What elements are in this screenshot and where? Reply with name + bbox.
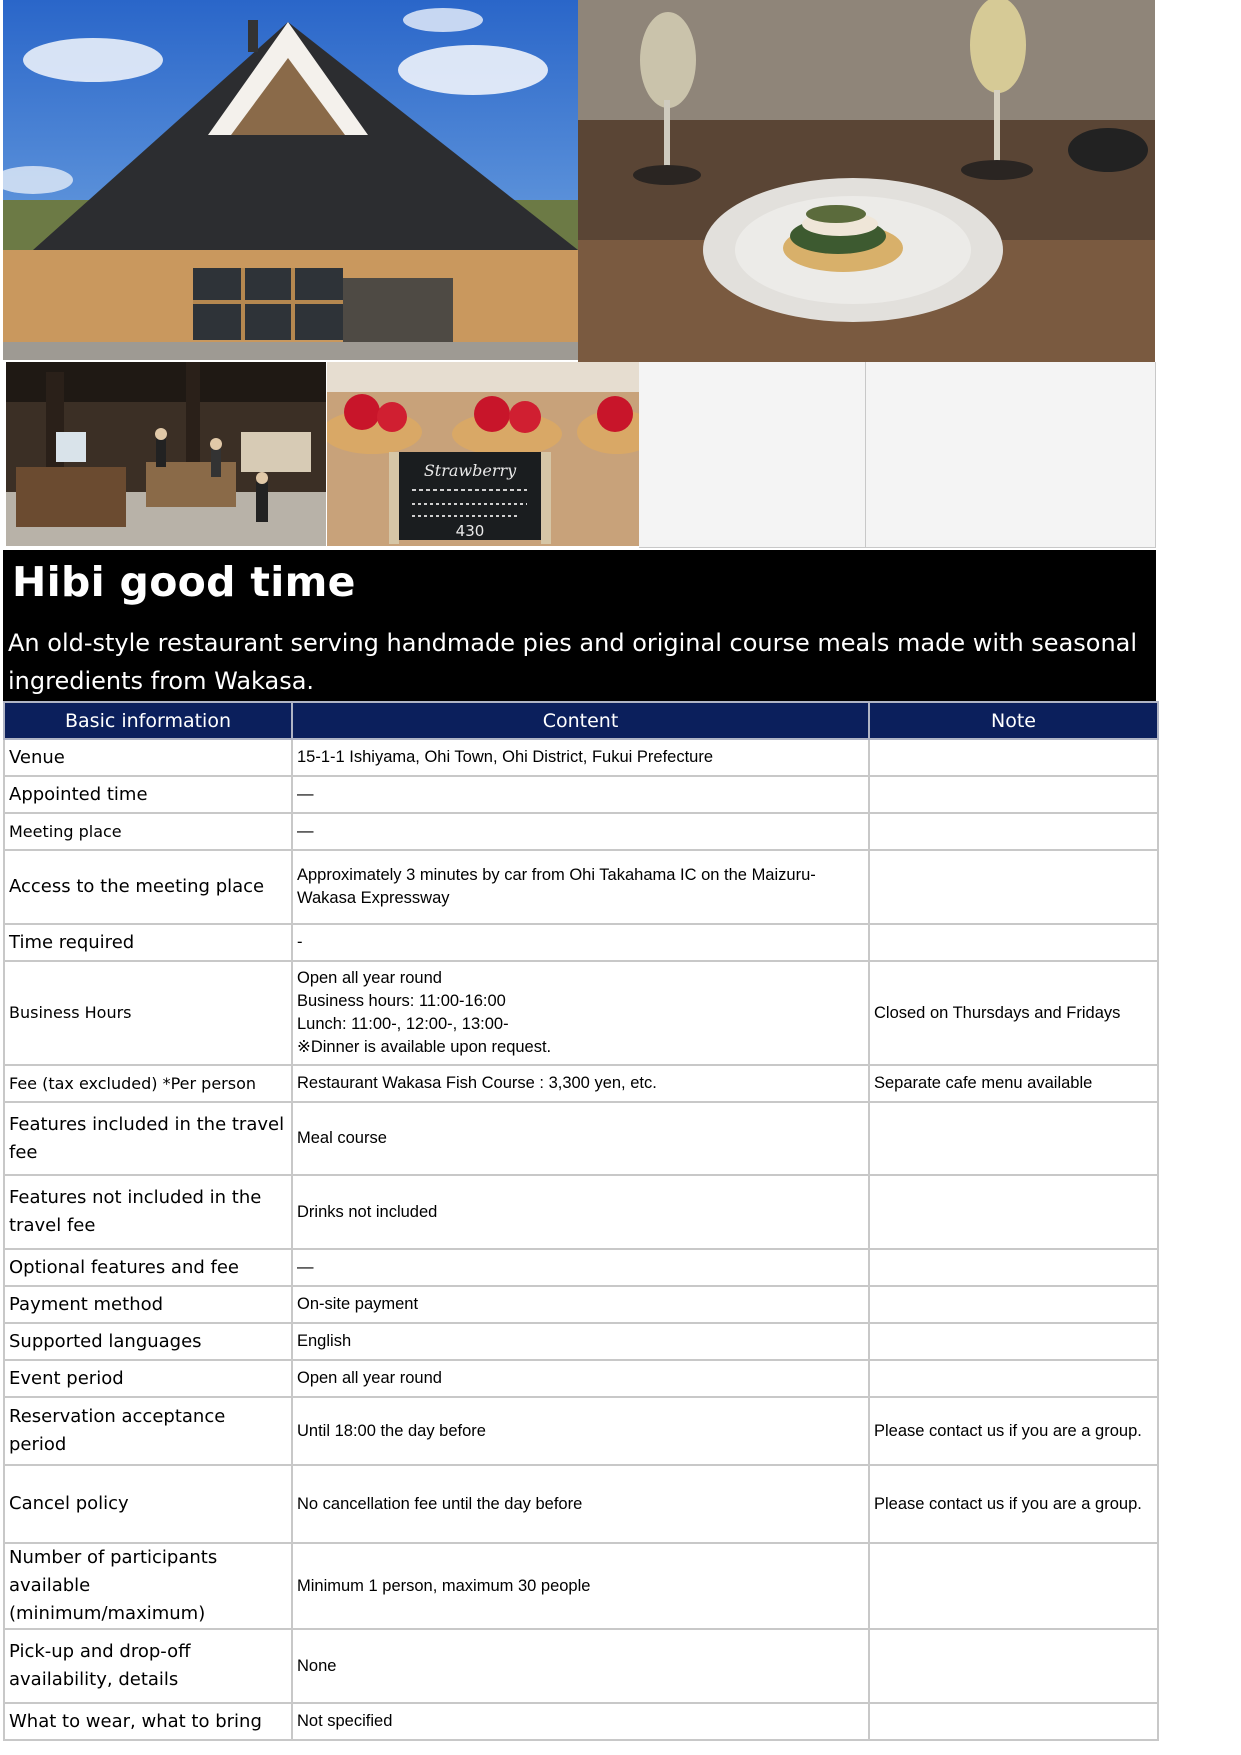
table-row (4, 850, 1158, 924)
content-line: Meal course (297, 1129, 387, 1147)
content-line: Until 18:00 the day before (297, 1421, 486, 1440)
table-row (4, 1065, 1158, 1102)
content-line: — (297, 1258, 314, 1276)
content-line: Business hours: 11:00-16:00 (297, 992, 506, 1010)
row-note (869, 1323, 1158, 1360)
row-content (292, 1465, 869, 1543)
column-header: Content (292, 702, 869, 739)
table-row (4, 1286, 1158, 1323)
row-note (869, 850, 1158, 924)
row-note (869, 1360, 1158, 1397)
table-row (4, 1703, 1158, 1740)
row-note: Closed on Thursdays and Fridays (869, 961, 1158, 1065)
page-title: Hibi good time (12, 558, 356, 606)
empty-photo-cell (639, 362, 866, 548)
row-note (869, 1249, 1158, 1286)
row-label: Reservation acceptance period (4, 1397, 292, 1465)
row-content (292, 813, 869, 850)
content-line: English (297, 1332, 352, 1350)
row-label: Number of participants available (minimum/maximum) (4, 1543, 292, 1629)
table-row (4, 739, 1158, 776)
row-content (292, 1360, 869, 1397)
row-label: Payment method (4, 1286, 292, 1323)
row-label: Features included in the travel fee (4, 1102, 292, 1175)
row-content (292, 776, 869, 813)
row-note (869, 1543, 1158, 1629)
row-label: What to wear, what to bring (4, 1703, 292, 1740)
content-line: Restaurant Wakasa Fish Course : 3,300 yen, etc. (297, 1074, 657, 1092)
content-line: ※Dinner is available upon request. (297, 1038, 552, 1056)
interior-photo (6, 362, 326, 546)
row-label: Appointed time (4, 776, 292, 813)
row-label: Cancel policy (4, 1465, 292, 1543)
row-note (869, 1102, 1158, 1175)
table-row (4, 1175, 1158, 1249)
content-line: Open all year round (297, 1369, 442, 1387)
dish-photo (578, 0, 1155, 363)
row-note (869, 813, 1158, 850)
row-label: Meeting place (4, 813, 292, 850)
row-note (869, 1286, 1158, 1323)
table-row (4, 1629, 1158, 1703)
row-note (869, 1175, 1158, 1249)
row-label: Time required (4, 924, 292, 961)
table-row (4, 1102, 1158, 1175)
row-note (869, 1703, 1158, 1740)
row-label: Event period (4, 1360, 292, 1397)
table-row (4, 1543, 1158, 1629)
row-note (869, 924, 1158, 961)
title-banner (3, 550, 1156, 701)
content-line: None (297, 1656, 337, 1675)
strawberry-tart-photo (327, 362, 639, 546)
row-label: Supported languages (4, 1323, 292, 1360)
content-line: Open all year round (297, 969, 442, 987)
row-note: Please contact us if you are a group. (869, 1465, 1158, 1543)
row-note: Separate cafe menu available (869, 1065, 1158, 1102)
table-row (4, 1323, 1158, 1360)
info-table (3, 701, 1159, 1741)
sign-title: Strawberry (423, 461, 517, 480)
table-row (4, 1360, 1158, 1397)
table-row (4, 776, 1158, 813)
column-header: Basic information (4, 702, 292, 739)
photo-collage (0, 0, 1160, 555)
content-line: Lunch: 11:00-, 12:00-, 13:00- (297, 1015, 509, 1033)
sign-price: 430 (455, 522, 485, 540)
row-note (869, 739, 1158, 776)
row-note (869, 1629, 1158, 1703)
row-label: Fee (tax excluded) *Per person (4, 1065, 292, 1102)
content-line: Drinks not included (297, 1202, 438, 1221)
row-note: Please contact us if you are a group. (869, 1397, 1158, 1465)
content-line: Approximately 3 minutes by car from Ohi Takahama IC on the Maizuru-Wakasa Expressway (297, 866, 816, 907)
content-line: — (297, 785, 314, 803)
content-line: Not specified (297, 1712, 393, 1730)
row-label: Venue (4, 739, 292, 776)
column-header: Note (869, 702, 1158, 739)
row-content (292, 1102, 869, 1175)
row-content (292, 1286, 869, 1323)
row-content (292, 961, 869, 1065)
row-note (869, 776, 1158, 813)
page-subtitle: An old-style restaurant serving handmade pies and original course meals made with seasonal ingredients from Wakasa. (8, 629, 1138, 695)
table-row (4, 1249, 1158, 1286)
row-content (292, 1065, 869, 1102)
content-line: — (297, 822, 314, 840)
table-row (4, 924, 1158, 961)
row-content (292, 1629, 869, 1703)
row-label: Features not included in the travel fee (4, 1175, 292, 1249)
row-label: Optional features and fee (4, 1249, 292, 1286)
table-row (4, 1465, 1158, 1543)
row-content (292, 739, 869, 776)
content-line: 15-1-1 Ishiyama, Ohi Town, Ohi District, Fukui Prefecture (297, 748, 714, 766)
row-label: Access to the meeting place (4, 850, 292, 924)
table-header-row (4, 702, 1158, 739)
content-line: Minimum 1 person, maximum 30 people (297, 1576, 591, 1595)
row-content (292, 1703, 869, 1740)
row-content (292, 850, 869, 924)
row-content (292, 1397, 869, 1465)
house-photo (3, 0, 578, 360)
content-line: On-site payment (297, 1295, 419, 1313)
row-content (292, 1175, 869, 1249)
content-line: No cancellation fee until the day before (297, 1494, 583, 1513)
row-content (292, 924, 869, 961)
row-label: Pick-up and drop-off availability, details (4, 1629, 292, 1703)
row-label: Business Hours (4, 961, 292, 1065)
table-row (4, 813, 1158, 850)
empty-photo-cell (866, 362, 1156, 548)
content-line: - (297, 933, 303, 951)
row-content (292, 1543, 869, 1629)
table-row (4, 961, 1158, 1065)
table-row (4, 1397, 1158, 1465)
row-content (292, 1323, 869, 1360)
row-content (292, 1249, 869, 1286)
